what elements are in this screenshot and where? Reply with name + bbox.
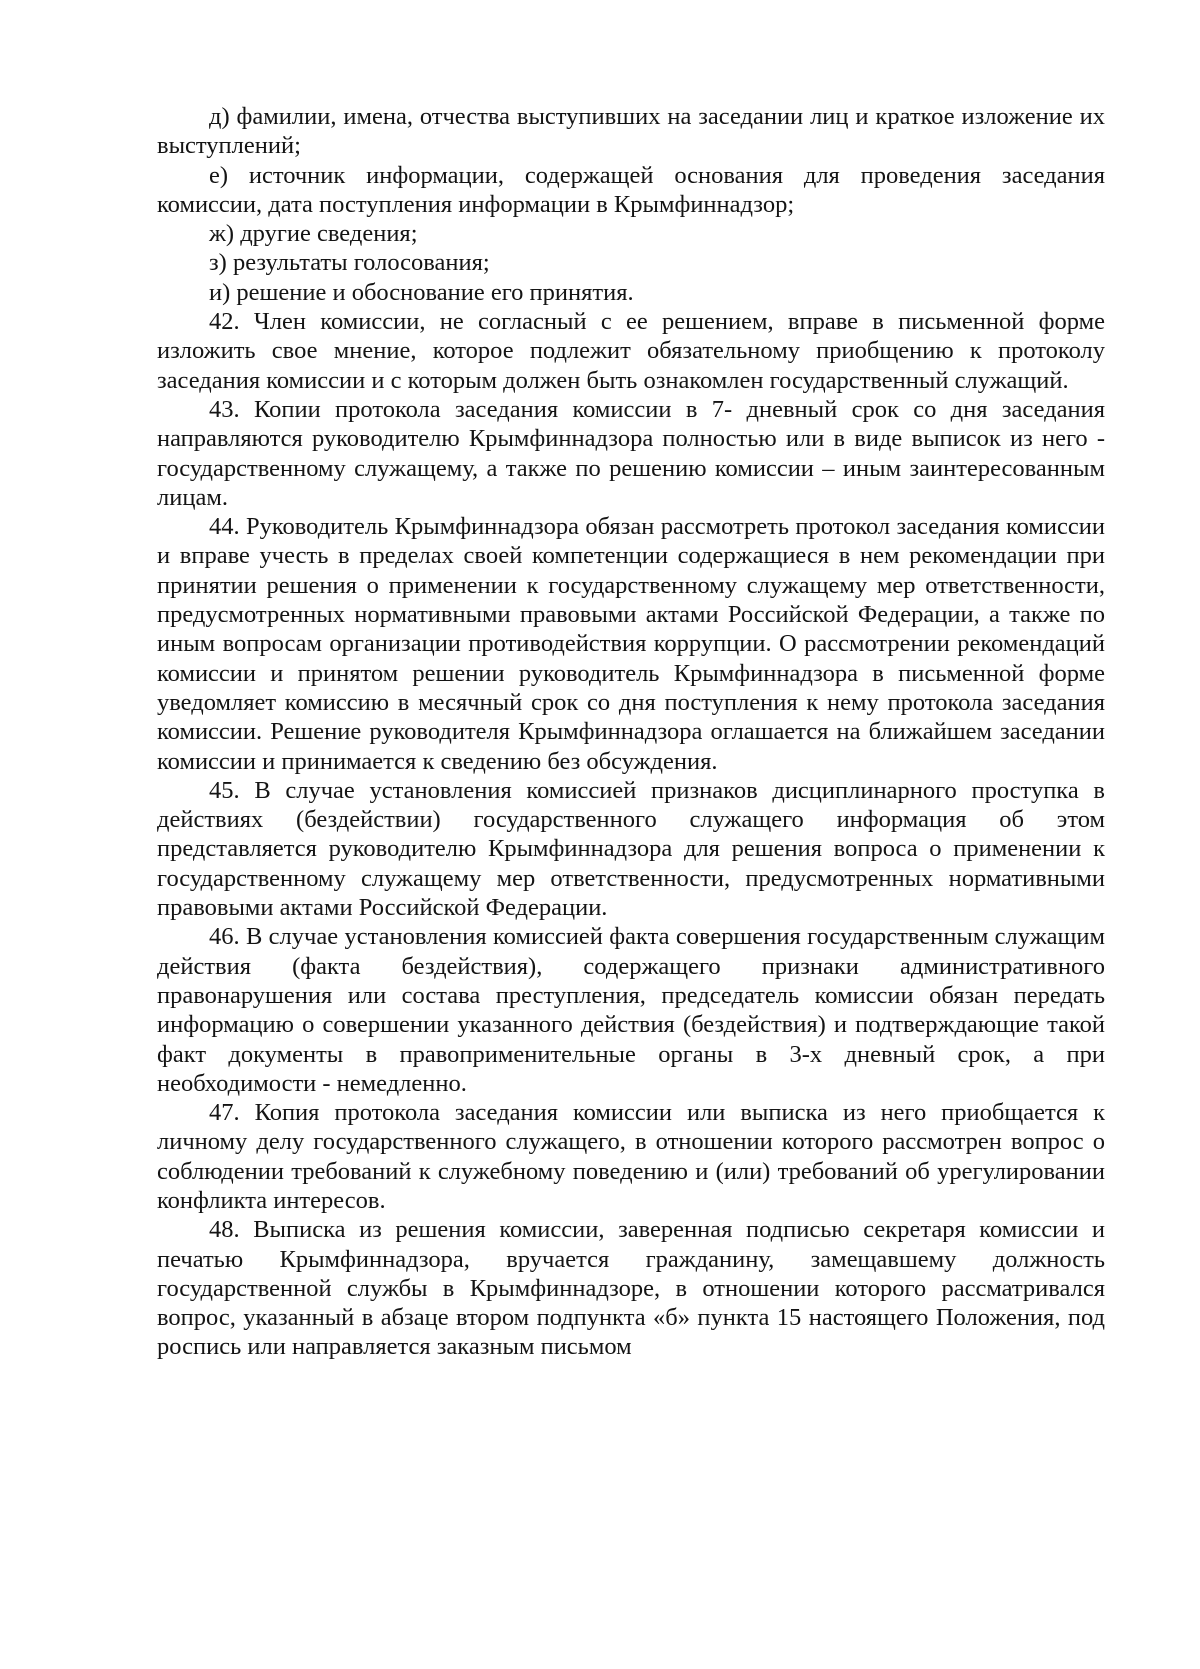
paragraph-i-item: и) решение и обоснование его принятия. [209,278,634,306]
paragraph-e-item: е) источник информации, содержащей основания для проведения заседания комиссии, дата поступления информации в Крымфиннадзор; [157,161,1105,218]
paragraph-45: 45. В случае установления комиссией признаков дисциплинарного проступка в действиях (бездействии) государственного служащего информация об этом представляется руководителю Крымфиннадзора для решения вопроса о применении к государственному служащему мер ответственности, предусмотренных нормативными правовыми актами Российской Федерации. [157,776,1105,922]
paragraph-z-item: з) результаты голосования; [209,249,490,277]
paragraph-42: 42. Член комиссии, не согласный с ее решением, вправе в письменной форме изложить свое мнение, которое подлежит обязательному приобщению к протоколу заседания комиссии и с которым должен быть ознакомлен государственный служащий. [157,308,1105,394]
paragraph-43: 43. Копии протокола заседания комиссии в 7- дневный срок со дня заседания направляются руководителю Крымфиннадзора полностью или в виде выписок из него - государственному служащему, а также по решению комиссии – иным заинтересованным лицам. [157,395,1105,511]
paragraph-46: 46. В случае установления комиссией факта совершения государственным служащим действия (факта бездействия), содержащего признаки административного правонарушения или состава преступления, председатель комиссии обязан передать информацию о совершении указанного действия (бездействия) и подтверждающие такой факт документы в правоприменительные органы в 3-х дневный срок, а при необходимости - немедленно. [157,923,1105,1097]
paragraph-44: 44. Руководитель Крымфиннадзора обязан рассмотреть протокол заседания комиссии и вправе учесть в пределах своей компетенции содержащиеся в нем рекомендации при принятии решения о применении к государственному служащему мер ответственности, предусмотренных нормативными правовыми актами Российской Федерации, а также по иным вопросам организации противодействия коррупции. О рассмотрении рекомендаций комиссии и принятом решении руководитель Крымфиннадзора в письменной форме уведомляет комиссию в месячный срок со дня поступления к нему протокола заседания комиссии. Решение руководителя Крымфиннадзора оглашается на ближайшем заседании комиссии и принимается к сведению без обсуждения. [157,513,1105,775]
paragraph-d-item: д) фамилии, имена, отчества выступивших на заседании лиц и краткое изложение их выступлений; [157,103,1105,160]
document-body [157,102,1105,1362]
paragraph-47: 47. Копия протокола заседания комиссии или выписка из него приобщается к личному делу государственного служащего, в отношении которого рассмотрен вопрос о соблюдении требований к служебному поведению и (или) требований об урегулировании конфликта интересов. [157,1099,1105,1214]
paragraph-zh-item: ж) другие сведения; [209,220,418,248]
paragraph-48: 48. Выписка из решения комиссии, заверенная подписью секретаря комиссии и печатью Крымфиннадзора, вручается гражданину, замещавшему должность государственной службы в Крымфиннадзоре, в отношении которого рассматривался вопрос, указанный в абзаце втором подпункта «б» пункта 15 настоящего Положения, под роспись или направляется заказным письмом [157,1216,1105,1361]
